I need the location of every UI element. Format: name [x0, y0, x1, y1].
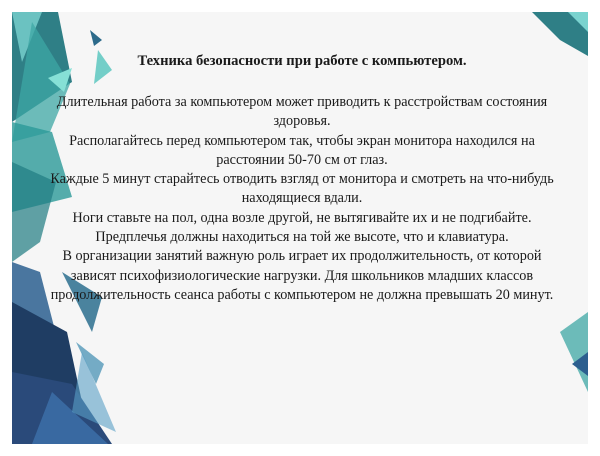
paragraph: Предплечья должны находиться на той же высоте, что и клавиатура.: [95, 229, 509, 246]
slide-title: Техника безопасности при работе с компьютером.: [137, 53, 467, 69]
slide: [12, 12, 588, 444]
decor-shard: [560, 312, 588, 392]
paragraph: Каждые 5 минут старайтесь отводить взгляд от монитора и смотреть на что-нибудь находящиеся вдали.: [50, 171, 554, 207]
slide-body: [42, 93, 562, 305]
paragraph: В организации занятий важную роль играет их продолжительность, от которой зависят психофизиологические нагрузки. Для школьников младших классов продолжительность сеанса работы с компьютером не должна превышать 20 минут.: [50, 248, 554, 303]
paragraph: Ноги ставьте на пол, одна возле другой, не вытягивайте их и не подгибайте.: [72, 209, 532, 226]
paragraph: Длительная работа за компьютером может приводить к расстройствам состояния здоровья.: [56, 94, 548, 130]
decor-shard: [90, 30, 102, 46]
paragraph: Располагайтесь перед компьютером так, чтобы экран монитора находился на расстоянии 50-70 см от глаз.: [69, 132, 535, 168]
slide-content: [42, 52, 562, 305]
